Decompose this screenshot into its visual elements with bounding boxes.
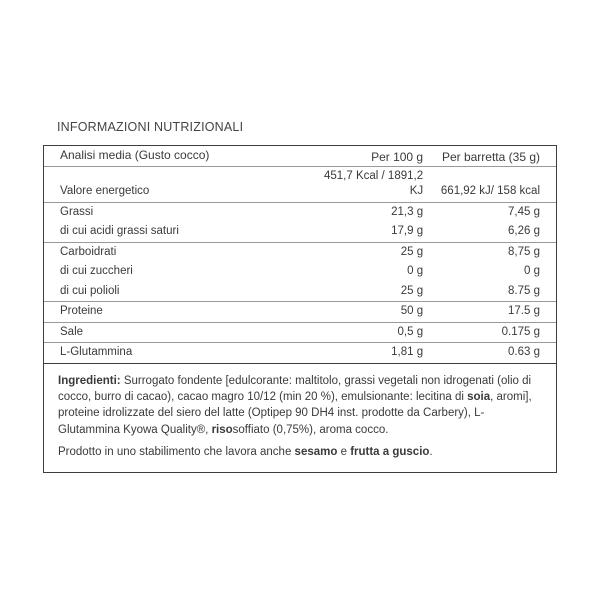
- row-value-100g: 17,9 g: [391, 225, 424, 238]
- row-value-bar: 661,92 kJ/ 158 kcal: [433, 166, 556, 202]
- row-label: di cui zuccheri: [60, 265, 133, 278]
- row-value-100g: 451,7 Kcal / 1891,2 KJ: [310, 166, 433, 202]
- row-value-bar: 0.175 g: [433, 322, 556, 343]
- row-value-bar: 0.63 g: [433, 343, 556, 363]
- ingredients-block: [44, 363, 556, 473]
- row-value-100g: 1,81 g: [310, 343, 433, 363]
- row-label: di cui acidi grassi saturi: [60, 225, 179, 238]
- row-label: di cui polioli: [60, 284, 120, 297]
- row-value-bar: 8.75 g: [508, 284, 540, 297]
- allergen-warning-mid: e: [337, 446, 351, 459]
- allergen-warning: [58, 444, 542, 460]
- page-title: INFORMAZIONI NUTRIZIONALI: [57, 120, 244, 134]
- table-row: [44, 322, 556, 343]
- row-label: Proteine: [44, 302, 310, 323]
- row-value-bar: 6,26 g: [508, 225, 540, 238]
- ingredients-body-1: Surrogato fondente [edulcorante: maltitolo, grassi vegetali non idrogenati (olio di cocco, burro di cacao), cacao magro 10/12 (min 20 %), emulsionante: lecitina di: [58, 374, 532, 404]
- row-value-100g: 0 g: [407, 265, 424, 278]
- row-label: Valore energetico: [44, 166, 310, 202]
- ingredients-heading: Ingredienti:: [58, 374, 121, 387]
- ingredients-allergen-soia: soia: [467, 391, 491, 404]
- table-row: [44, 262, 556, 282]
- ingredients-allergen-riso: riso: [211, 423, 233, 436]
- row-label: Sale: [44, 322, 310, 343]
- table-row: [44, 222, 556, 242]
- row-value-bar: 17.5 g: [433, 302, 556, 323]
- table-row: [44, 302, 556, 323]
- nutrition-table: [44, 146, 556, 363]
- table-row: [44, 242, 556, 262]
- ingredients-body-2: , aromi], proteine idrolizzate del siero del latte (Optipep 90 DH4 inst. prodotte da Carbery), L-Glutammina Kyowa Quality®,: [58, 391, 532, 436]
- row-value-bar: 0 g: [524, 265, 540, 278]
- row-label: L-Glutammina: [44, 343, 310, 363]
- row-value-100g: 0,5 g: [310, 322, 433, 343]
- allergen-frutta-a-guscio: frutta a guscio: [350, 446, 430, 459]
- table-row: [44, 202, 556, 222]
- column-header-per-100g: Per 100 g: [371, 149, 424, 164]
- column-header-analysis: Analisi media (Gusto cocco): [60, 148, 210, 162]
- table-row: [44, 282, 556, 302]
- table-header-row: [44, 146, 556, 166]
- table-body: [44, 166, 556, 363]
- ingredients-body-3: soffiato (0,75%), aroma cocco.: [232, 423, 389, 436]
- allergen-sesamo: sesamo: [294, 446, 338, 459]
- row-value-100g: 25 g: [310, 242, 433, 262]
- column-header-per-bar: Per barretta (35 g): [441, 149, 540, 164]
- allergen-warning-pre: Prodotto in uno stabilimento che lavora anche: [58, 446, 295, 459]
- table-row: [44, 166, 556, 202]
- row-value-100g: 25 g: [400, 284, 424, 297]
- allergen-warning-end: .: [429, 446, 433, 459]
- row-value-100g: 50 g: [310, 302, 433, 323]
- row-label: Grassi: [44, 202, 310, 222]
- row-value-bar: 8,75 g: [433, 242, 556, 262]
- row-value-bar: 7,45 g: [433, 202, 556, 222]
- nutrition-panel: [43, 145, 557, 473]
- row-value-100g: 21,3 g: [310, 202, 433, 222]
- table-row: [44, 343, 556, 363]
- row-label: Carboidrati: [44, 242, 310, 262]
